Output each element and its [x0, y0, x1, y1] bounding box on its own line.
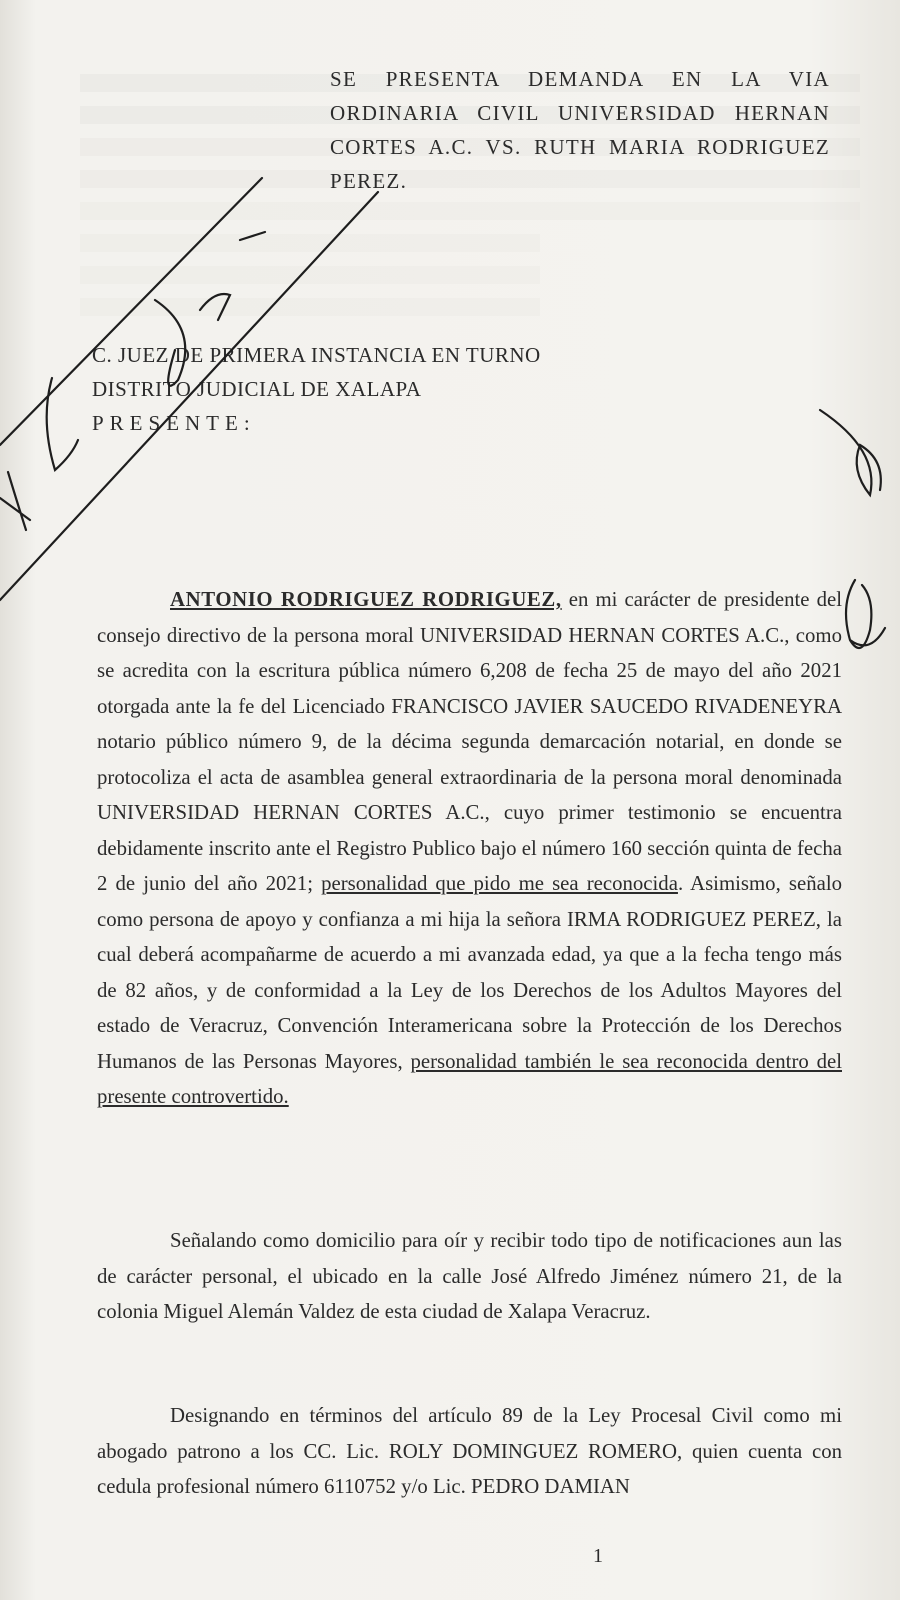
plaintiff-name: ANTONIO RODRIGUEZ RODRIGUEZ,: [170, 588, 562, 611]
paragraph1-underlined-b: personalidad también le sea reconocida dentro del presente controvertido.: [97, 1049, 842, 1108]
page-number: 1: [593, 1545, 603, 1567]
pen-scribble-left: [0, 378, 78, 530]
case-heading: SE PRESENTA DEMANDA EN LA VIA ORDINARIA CIVIL UNIVERSIDAD HERNAN CORTES A.C. VS. RUTH MARIA RODRIGUEZ PEREZ.: [330, 67, 830, 193]
pen-bracket-right: [846, 580, 885, 648]
paragraph-attorneys: Designando en términos del artículo 89 de la Ley Procesal Civil como mi abogado patrono a los CC. Lic. ROLY DOMINGUEZ ROMERO, quien cuenta con cedula profesional número 6110752 y/o Lic. PEDRO DAMIAN: [97, 1404, 842, 1498]
addressee-line-district: DISTRITO JUDICIAL DE XALAPA: [92, 377, 422, 401]
pen-initials-center: [155, 232, 265, 386]
paragraph1-underlined-a: personalidad que pido me sea reconocida: [321, 872, 678, 895]
addressee-line-judge: C. JUEZ DE PRIMERA INSTANCIA EN TURNO: [92, 343, 541, 367]
paragraph1-text-a: en mi carácter de presidente del consejo directivo de la persona moral UNIVERSIDAD HERNAN CORTES A.C., como se acredita con la escritura pública número 6,208 de fecha 25 de mayo del año 2021 otorgada ante la fe del Licenciado FRANCISCO JAVIER SAUCEDO RIVADENEYRA notario público número 9, de la décima segunda demarcación notarial, en donde se protocoliza el acta de asamblea general extraordinaria de la persona moral denominada UNIVERSIDAD HERNAN CORTES A.C., cuyo primer testimonio se encuentra debidamente inscrito ante el Registro Publico bajo el número 160 sección quinta de fecha 2 de junio del año 2021;: [97, 588, 842, 895]
paragraph-domicile: Señalando como domicilio para oír y recibir todo tipo de notificaciones aun las de carácter personal, el ubicado en la calle José Alfredo Jiménez número 21, de la colonia Miguel Alemán Valdez de esta ciudad de Xalapa Veracruz.: [97, 1229, 842, 1323]
addressee-line-present: PRESENTE:: [92, 411, 256, 435]
pen-scribble-right: [820, 410, 881, 495]
paragraph1-text-b: . Asimismo, señalo como persona de apoyo y confianza a mi hija la señora IRMA RODRIGUEZ PEREZ, la cual deberá acompañarme de acuerdo a mi avanzada edad, ya que a la fecha tengo más de 82 años, y de conformidad a la Ley de los Derechos de los Adultos Mayores del estado de Veracruz, Convención Interamericana sobre la Protección de los Derechos Humanos de las Personas Mayores,: [97, 872, 842, 1073]
